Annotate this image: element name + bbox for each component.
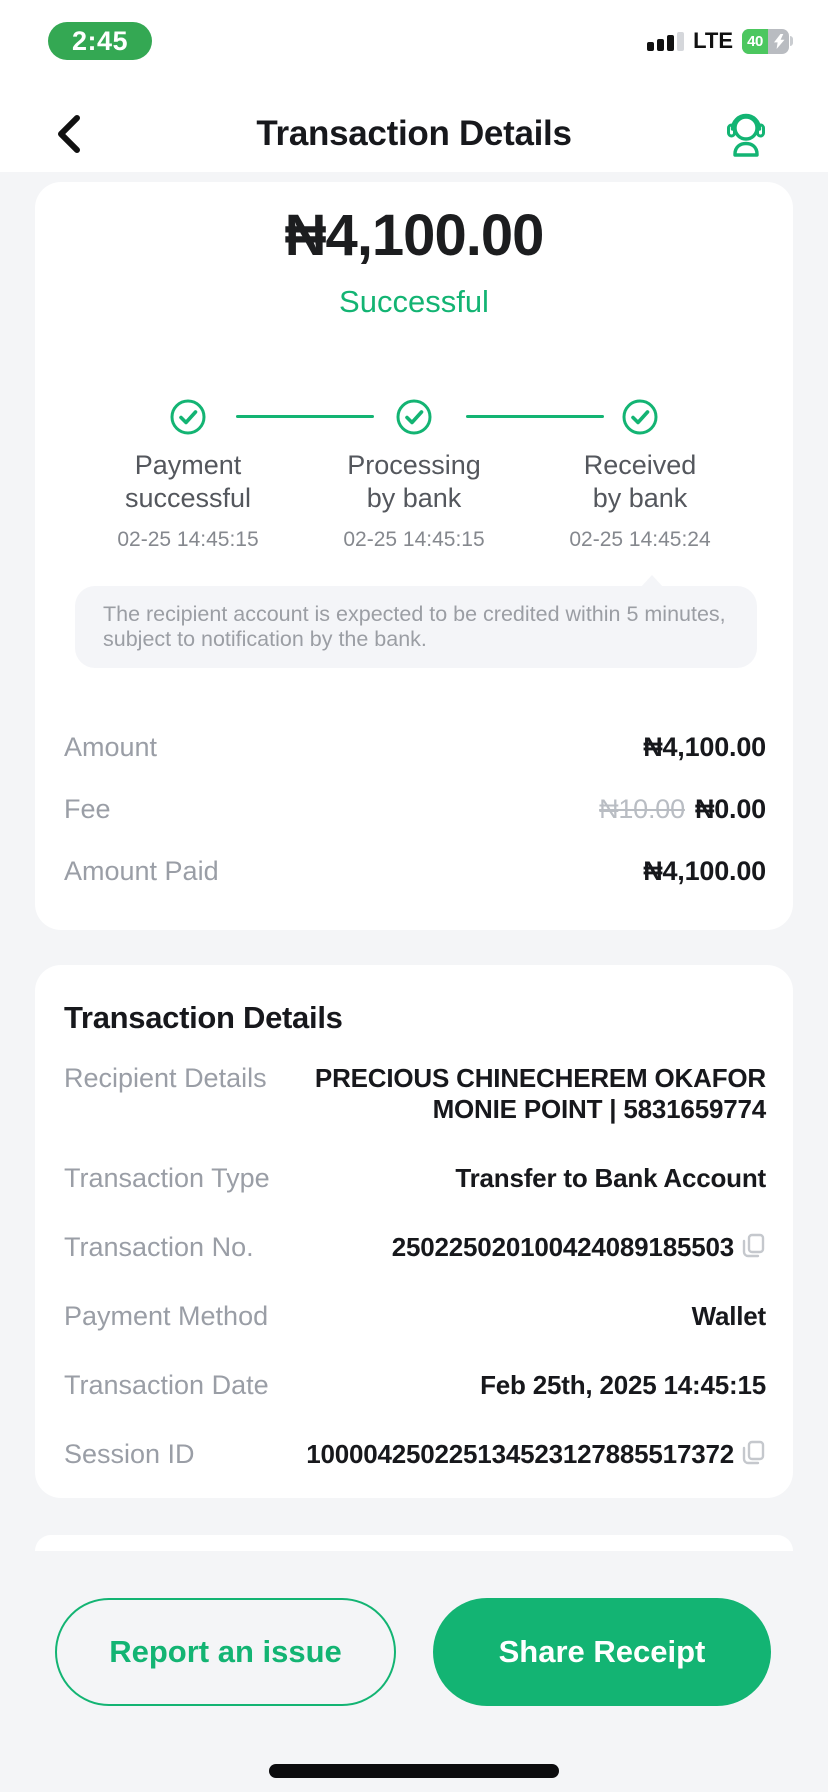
status-indicators [647,24,793,58]
customer-service-button[interactable] [722,108,770,160]
step-connector [236,415,374,418]
row-value: Feb 25th, 2025 14:45:15 [480,1370,766,1400]
step-label: Processing by bank [347,450,481,513]
summary-card [35,182,793,930]
report-issue-button[interactable]: Report an issue [55,1598,396,1706]
step-timestamp: 02-25 14:45:15 [343,528,485,551]
step-timestamp: 02-25 14:45:15 [117,528,259,551]
step-payment-successful [88,398,288,553]
row-label: Amount Paid [64,855,219,886]
battery-percent: 40 [747,32,763,50]
transaction-type-row [64,1163,766,1194]
status-time: 2:45 [71,25,129,56]
progress-steps [88,398,740,553]
copy-transaction-no-button[interactable] [742,1233,766,1262]
customer-service-icon [724,110,768,158]
transaction-amount: ₦4,100.00 [284,203,544,268]
row-label: Payment Method [64,1301,269,1331]
battery-icon [742,29,793,54]
details-heading: Transaction Details [64,1000,343,1035]
check-circle-icon [395,398,433,436]
footer-bar [0,1560,828,1792]
status-label: Successful [339,284,489,319]
recipient-value: PRECIOUS CHINECHEREM OKAFOR MONIE POINT | 5831659774 [314,1063,766,1124]
share-receipt-button[interactable]: Share Receipt [433,1598,771,1706]
recipient-details-row [64,1063,766,1125]
header [0,0,828,172]
copy-icon [742,1440,766,1466]
row-value: ₦4,100.00 [643,731,766,762]
transaction-date-row [64,1370,766,1401]
fee-row [35,778,793,840]
row-label: Recipient Details [64,1063,267,1093]
step-connector [466,415,604,418]
row-value: 250225020100424089185503 [392,1232,766,1263]
session-id-row [64,1439,766,1470]
step-label: Payment successful [124,450,252,513]
step-processing-by-bank [314,398,514,553]
transaction-no-row [64,1232,766,1263]
step-timestamp: 02-25 14:45:24 [569,528,711,551]
details-card [35,965,793,1498]
original-fee: ₦10.00 [599,793,685,824]
scroll-content [0,172,828,1551]
fee-value: ₦0.00 [694,793,766,824]
page-title: Transaction Details [256,114,572,153]
step-received-by-bank [540,398,740,553]
row-value: ₦4,100.00 [643,855,766,886]
row-value: 100004250225134523127885517372 [306,1439,766,1470]
step-label: Received by bank [583,450,697,513]
check-circle-icon [621,398,659,436]
row-label: Transaction No. [64,1232,254,1262]
status-time-pill[interactable] [48,22,152,60]
network-type-label: LTE [693,28,733,53]
check-circle-icon [169,398,207,436]
signal-strength-icon [647,31,684,51]
row-value: Wallet [691,1301,766,1331]
home-indicator[interactable] [269,1764,559,1778]
next-card-peek [35,1535,793,1551]
credit-note: The recipient account is expected to be credited within 5 minutes, subject to notification by the bank. [75,586,757,668]
copy-session-id-button[interactable] [742,1440,766,1469]
copy-icon [742,1233,766,1259]
row-label: Fee [64,793,111,824]
row-value [599,794,766,825]
nav-bar [0,96,828,172]
row-label: Transaction Type [64,1163,270,1193]
row-label: Transaction Date [64,1370,269,1400]
amount-breakdown [35,716,793,902]
row-value: Transfer to Bank Account [455,1163,766,1193]
row-label: Session ID [64,1439,195,1469]
payment-method-row [64,1301,766,1332]
status-bar [0,18,828,62]
row-label: Amount [64,731,158,762]
amount-row [35,716,793,778]
amount-paid-row [35,840,793,902]
charging-bolt-icon [774,34,785,49]
